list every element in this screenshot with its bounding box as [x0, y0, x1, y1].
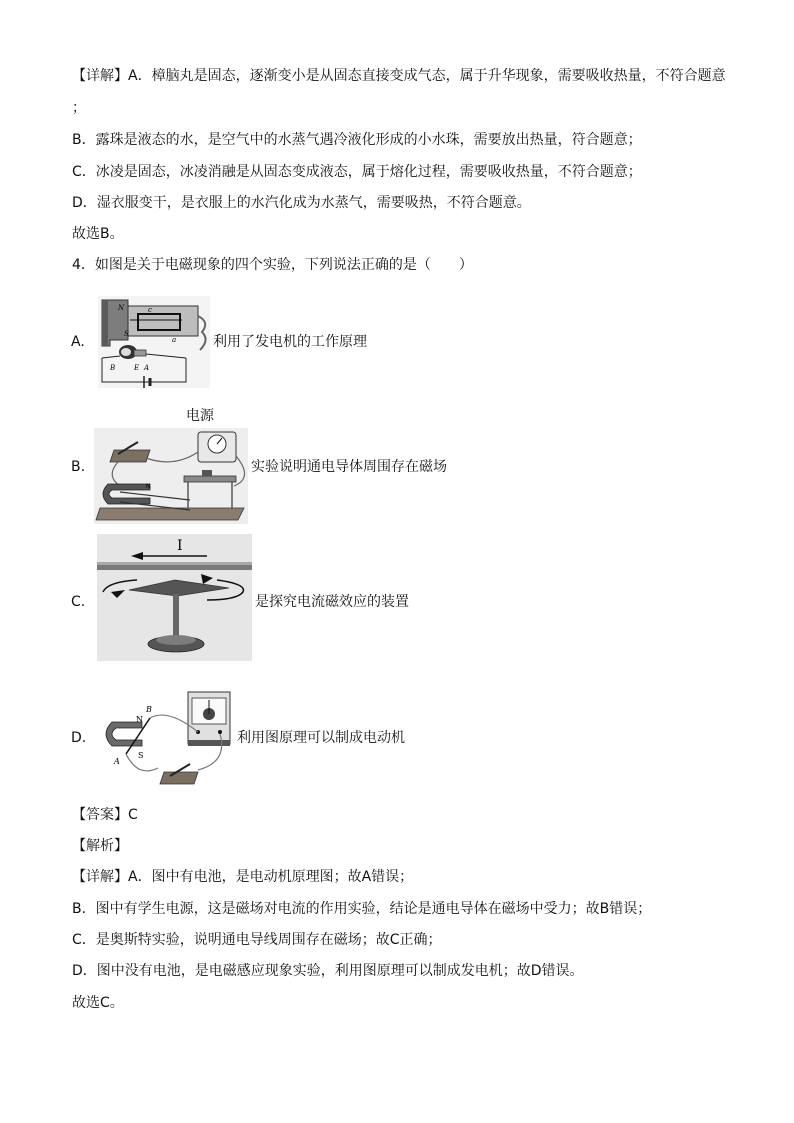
detail-line-d: D．湿衣服变干，是衣服上的水汽化成为水蒸气，需要吸热，不符合题意。 [72, 195, 531, 211]
fig-d-label-b: B [146, 705, 152, 714]
fig-d-label-n: N [136, 715, 143, 724]
conclusion: 故选C。 [72, 995, 124, 1011]
figure-d-induction [98, 688, 234, 792]
fig-a-label-a: a [172, 336, 177, 344]
fig-d-label-s: S [138, 751, 144, 760]
option-c-text: 是探究电流磁效应的装置 [255, 594, 409, 610]
analysis-line-a: 【详解】A．图中有电池，是电动机原理图；故A错误； [72, 869, 414, 885]
option-d-text: 利用图原理可以制成电动机 [237, 730, 405, 746]
analysis-heading: 【解析】 [72, 838, 128, 854]
figure-b-apparatus [94, 428, 248, 524]
analysis-line-d: D．图中没有电池，是电磁感应现象实验，利用图原理可以制成发电机；故D错误。 [72, 963, 584, 979]
question-text: 4．如图是关于电磁现象的四个实验，下列说法正确的是（ ） [72, 257, 473, 273]
option-b-text: 实验说明通电导体周围存在磁场 [251, 459, 447, 475]
fig-d-label-a: A [114, 757, 120, 766]
figure-a-motor [98, 296, 210, 388]
option-b-letter: B. [71, 459, 86, 475]
option-c-letter: C. [71, 594, 86, 610]
fig-a-label-c: c [148, 306, 152, 314]
fig-a-label-a2: A [144, 364, 150, 372]
fig-a-label-b: B [110, 364, 116, 372]
answer-line: 【答案】C [72, 807, 138, 823]
analysis-line-c: C．是奥斯特实验，说明通电导线周围存在磁场；故C正确； [72, 932, 442, 948]
figure-b-title: 电源 [186, 408, 214, 424]
figure-c-oersted [97, 534, 252, 661]
detail-line-c: C．冰凌是固态，冰凌消融是从固态变成液态，属于熔化过程，需要吸收热量，不符合题意； [72, 164, 642, 180]
fig-c-current-label: I [177, 538, 183, 554]
conclusion-prev: 故选B。 [72, 226, 124, 242]
detail-line-1: 【详解】A．樟脑丸是固态，逐渐变小是从固态直接变成气态，属于升华现象，需要吸收热量，不符合题意 [72, 68, 726, 84]
fig-a-label-e: E [134, 364, 140, 372]
option-d-letter: D. [71, 730, 87, 746]
analysis-line-b: B．图中有学生电源，这是磁场对电流的作用实验，结论是通电导体在磁场中受力；故B错误； [72, 901, 652, 917]
fig-a-label-n: N [118, 304, 125, 312]
option-a-text: 利用了发电机的工作原理 [213, 334, 367, 350]
option-a-letter: A. [71, 334, 85, 350]
detail-line-b: B．露珠是液态的水，是空气中的水蒸气遇冷液化形成的小水珠，需要放出热量，符合题意； [72, 132, 642, 148]
fig-b-label-n: N [146, 483, 151, 490]
detail-line-2: ； [72, 100, 86, 116]
fig-a-label-s: S [124, 330, 129, 338]
